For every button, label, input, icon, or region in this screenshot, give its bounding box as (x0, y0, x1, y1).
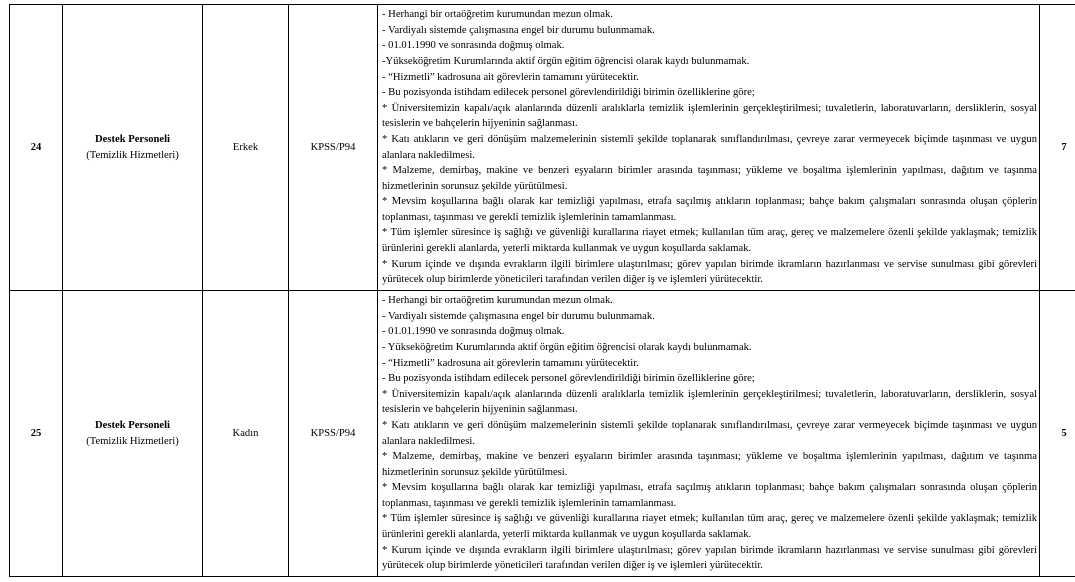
requirement-item: * Katı atıkların ve geri dönüşüm malzemelerinin sistemli şekilde toplanarak sınıflandırılması, çevreye zarar vermeyecek biçimde taşınması ve uygun alanlara nakledilmesi. (382, 133, 1037, 161)
table-row (10, 291, 1075, 577)
positions-table (9, 4, 1075, 577)
position-title: Destek Personeli (94, 133, 171, 145)
requirement-item: - 01.01.1990 ve sonrasında doğmuş olmak. (382, 326, 565, 338)
requirement-item: - Bu pozisyonda istihdam edilecek personel görevlendirildiği birimin özelliklerine göre; (382, 87, 755, 99)
position-subtitle: (Temizlik Hizmetleri) (86, 435, 179, 447)
row-number: 25 (10, 291, 63, 577)
position-title-cell (63, 291, 203, 577)
requirement-item: * Malzeme, demirbaş, makine ve benzeri eşyaların birimler arasında taşınması; yükleme ve boşaltma işlemlerinin yapılması, dağıtım ve taşınma hizmetlerinin sorunsuz şekilde yürütülmesi. (382, 451, 1037, 478)
gender-cell: Kadın (203, 291, 289, 577)
requirement-item: - Herhangi bir ortaöğretim kurumundan mezun olmak. (382, 9, 613, 21)
requirement-item: - Vardiyalı sistemde çalışmasına engel bir durumu bulunmamak. (382, 24, 655, 36)
requirement-item: -Yükseköğretim Kurumlarında aktif örgün eğitim öğrencisi olarak kaydı bulunmamak. (382, 55, 750, 67)
requirements-cell (378, 291, 1040, 577)
requirement-item: * Tüm işlemler süresince iş sağlığı ve güvenliği kurallarına riayet etmek; kullanılan tüm araç, gereç ve malzemelere özenli şekilde yaklaşmak; temizlik ürünlerini gerekli alanlarda, yeterli miktarda kullanmak ve uygun koşullarda saklamak. (382, 513, 1037, 541)
exam-type-cell: KPSS/P94 (289, 291, 378, 577)
table-row (10, 5, 1075, 291)
requirement-item: - Herhangi bir ortaöğretim kurumundan mezun olmak. (382, 295, 613, 307)
requirements-cell (378, 5, 1040, 291)
row-number: 24 (10, 5, 63, 291)
requirement-item: * Üniversitemizin kapalı/açık alanlarında düzenli aralıklarla temizlik işlemlerinin gerçekleştirilmesi; tuvaletlerin, laboratuvarların, dersliklerin, sosyal tesislerin ve bahçelerin hijyeninin sağlanması. (382, 102, 1037, 130)
vacancy-count: 7 (1040, 5, 1075, 291)
requirement-item: - 01.01.1990 ve sonrasında doğmuş olmak. (382, 40, 565, 52)
requirement-item: - “Hizmetli” kadrosuna ait görevlerin tamamını yürütecektir. (382, 71, 639, 83)
requirement-item: * Katı atıkların ve geri dönüşüm malzemelerinin sistemli şekilde toplanarak sınıflandırılması, çevreye zarar vermeyecek biçimde taşınması ve uygun alanlara nakledilmesi. (382, 419, 1037, 447)
requirement-item: * Tüm işlemler süresince iş sağlığı ve güvenliği kurallarına riayet etmek; kullanılan tüm araç, gereç ve malzemelere özenli şekilde yaklaşmak; temizlik ürünlerini gerekli alanlarda, yeterli miktarda kullanmak ve uygun koşullarda saklamak. (382, 227, 1037, 255)
requirement-item: * Mevsim koşullarına bağlı olarak kar temizliği yapılması, etrafa saçılmış atıkların toplanması; bahçe bakım çalışmaları sonrasında oluşan çöplerin toplanması, taşınması ve gerekli temizlik işlemlerinin tamamlanması. (382, 196, 1037, 223)
requirement-item: - Bu pozisyonda istihdam edilecek personel görevlendirildiği birimin özelliklerine göre; (382, 373, 755, 385)
vacancy-count: 5 (1040, 291, 1075, 577)
requirement-item: - Vardiyalı sistemde çalışmasına engel bir durumu bulunmamak. (382, 310, 655, 322)
exam-type-cell: KPSS/P94 (289, 5, 378, 291)
requirement-item: - “Hizmetli” kadrosuna ait görevlerin tamamını yürütecektir. (382, 357, 639, 369)
gender-cell: Erkek (203, 5, 289, 291)
position-subtitle: (Temizlik Hizmetleri) (86, 149, 179, 161)
requirement-item: * Malzeme, demirbaş, makine ve benzeri eşyaların birimler arasında taşınması; yükleme ve boşaltma işlemlerinin yapılması, dağıtım ve taşınma hizmetlerinin sorunsuz şekilde yürütülmesi. (382, 165, 1037, 192)
requirement-item: * Üniversitemizin kapalı/açık alanlarında düzenli aralıklarla temizlik işlemlerinin gerçekleştirilmesi; tuvaletlerin, laboratuvarların, dersliklerin, sosyal tesislerin ve bahçelerin hijyeninin sağlanması. (382, 388, 1037, 416)
position-title: Destek Personeli (94, 419, 171, 431)
requirement-item: - Yükseköğretim Kurumlarında aktif örgün eğitim öğrencisi olarak kaydı bulunmamak. (382, 341, 752, 353)
requirement-item: * Mevsim koşullarına bağlı olarak kar temizliği yapılması, etrafa saçılmış atıkların toplanması; bahçe bakım çalışmaları sonrasında oluşan çöplerin toplanması, taşınması ve gerekli temizlik işlemlerinin tamamlanması. (382, 482, 1037, 509)
position-title-cell (63, 5, 203, 291)
requirement-item: * Kurum içinde ve dışında evrakların ilgili birimlere ulaştırılması; görev yapılan birimde ikramların hazırlanması ve servise sunulması gibi görevleri yürütecek olup birimlerde yöneticileri tarafından verilen diğer iş ve işlemleri yürütecektir. (382, 544, 1037, 572)
requirement-item: * Kurum içinde ve dışında evrakların ilgili birimlere ulaştırılması; görev yapılan birimde ikramların hazırlanması ve servise sunulması gibi görevleri yürütecek olup birimlerde yöneticileri tarafından verilen diğer iş ve işlemleri yürütecektir. (382, 258, 1037, 286)
